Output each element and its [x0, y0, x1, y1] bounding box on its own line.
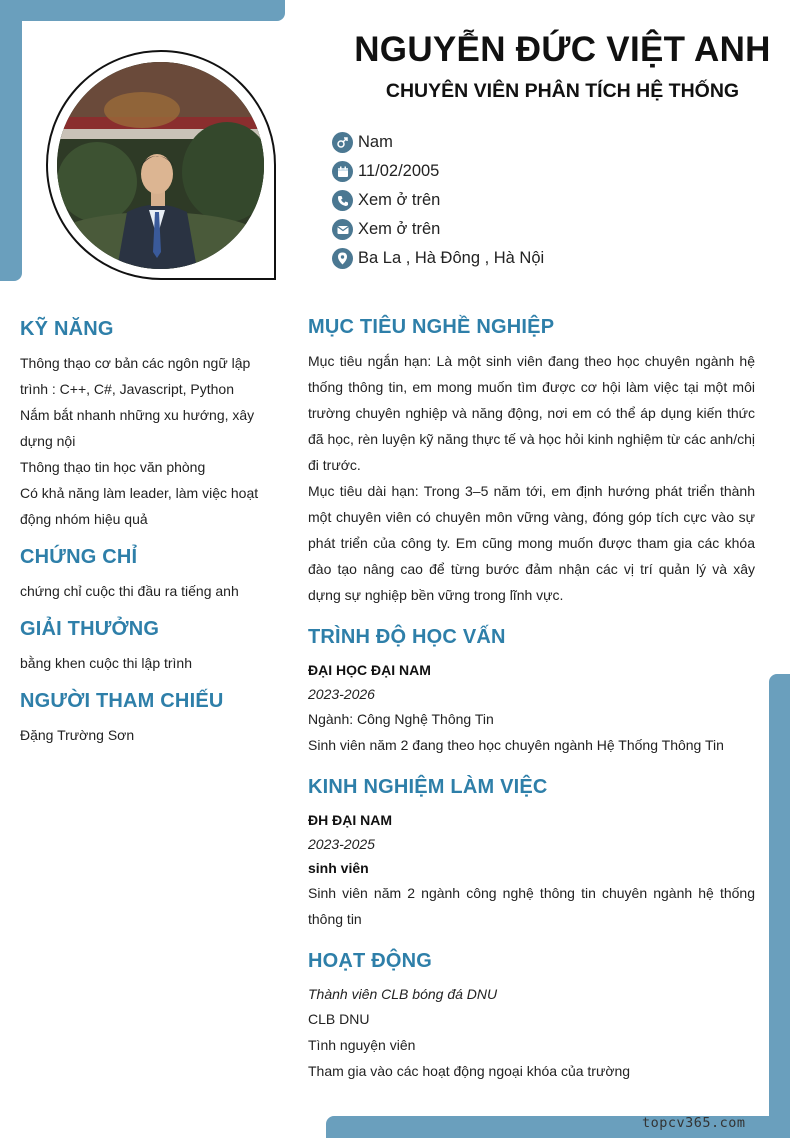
contact-address-value: Ba La , Hà Đông , Hà Nội — [358, 249, 545, 267]
activity-item: Tham gia vào các hoạt động ngoại khóa của trường — [308, 1063, 631, 1079]
watermark: topcv365.com — [642, 1115, 746, 1131]
activity-org: CLB DNU — [308, 1011, 370, 1027]
objective-short-term: Mục tiêu ngắn hạn: Là một sinh viên đang theo học chuyên ngành hệ thống thông tin, em mong muốn tìm được cơ hội làm việc tại một môi trường chuyên nghiệp và năng động, nơi em có thể áp dụng kiến thức đã học, rèn luyện kỹ năng thực tế và học hỏi kinh nghiệm từ các anh/chị đi trước. — [308, 353, 755, 473]
skill-item: Nắm bắt nhanh những xu hướng, xây dựng nội — [20, 407, 255, 449]
experience-heading: KINH NGHIỆM LÀM VIỆC — [308, 776, 548, 798]
references-section — [20, 690, 270, 748]
gender-icon — [332, 132, 353, 153]
phone-icon — [332, 190, 353, 211]
contact-gender-value: Nam — [358, 133, 393, 151]
skills-section — [20, 318, 270, 532]
experience-company: ĐH ĐẠI NAM — [308, 812, 392, 828]
location-icon — [332, 248, 353, 269]
job-title: CHUYÊN VIÊN PHÂN TÍCH HỆ THỐNG — [385, 80, 740, 102]
experience-description: Sinh viên năm 2 ngành công nghệ thông tin chuyên ngành hệ thống thông tin — [308, 885, 755, 927]
education-period: 2023-2026 — [308, 686, 375, 702]
education-heading: TRÌNH ĐỘ HỌC VẤN — [308, 626, 506, 648]
education-description: Sinh viên năm 2 đang theo học chuyên ngành Hệ Thống Thông Tin — [308, 737, 724, 753]
skill-item: Thông thạo tin học văn phòng — [20, 459, 206, 475]
awards-section — [20, 618, 270, 676]
contact-phone-value: Xem ở trên — [358, 191, 441, 209]
email-icon — [332, 219, 353, 240]
full-name: NGUYỄN ĐỨC VIỆT ANH — [354, 30, 771, 69]
education-school: ĐẠI HỌC ĐẠI NAM — [308, 662, 431, 678]
experience-section — [308, 776, 755, 932]
certificates-heading: CHỨNG CHỈ — [20, 546, 138, 568]
top-left-accent-bar — [0, 0, 285, 21]
contact-list — [332, 128, 544, 273]
contact-birthday — [332, 157, 544, 186]
activity-item: Tình nguyện viên — [308, 1037, 416, 1053]
activity-role: Thành viên CLB bóng đá DNU — [308, 986, 498, 1002]
contact-email — [332, 215, 544, 244]
contact-email-value: Xem ở trên — [358, 220, 441, 238]
objective-heading: MỤC TIÊU NGHỀ NGHIỆP — [308, 316, 555, 338]
award-item: bằng khen cuộc thi lập trình — [20, 655, 193, 671]
contact-gender — [332, 128, 544, 157]
contact-phone — [332, 186, 544, 215]
contact-birthday-value: 11/02/2005 — [358, 162, 440, 180]
activities-section — [308, 950, 755, 1084]
references-heading: NGƯỜI THAM CHIẾU — [20, 690, 224, 712]
education-section — [308, 626, 755, 758]
left-accent-bar — [0, 0, 22, 281]
objective-section — [308, 316, 755, 608]
profile-photo — [57, 62, 264, 269]
contact-address — [332, 244, 544, 273]
skill-item: Có khả năng làm leader, làm việc hoạt động nhóm hiệu quả — [20, 485, 259, 527]
experience-period: 2023-2025 — [308, 836, 375, 852]
left-column — [20, 318, 270, 762]
education-major: Ngành: Công Nghệ Thông Tin — [308, 711, 494, 727]
objective-long-term: Mục tiêu dài hạn: Trong 3–5 năm tới, em định hướng phát triển thành một chuyên viên có chuyên môn vững vàng, đóng góp tích cực vào sự phát triển của công ty. Em cũng mong muốn được tham gia các khóa đào tạo nâng cao để từng bước đảm nhận các vị trí quản lý và xây dựng sự nghiệp bền vững trong lĩnh vực. — [308, 483, 755, 603]
right-column — [308, 316, 755, 1102]
reference-item: Đặng Trường Sơn — [20, 727, 135, 743]
skills-heading: KỸ NĂNG — [20, 318, 114, 340]
calendar-icon — [332, 161, 353, 182]
awards-heading: GIẢI THƯỞNG — [20, 618, 160, 640]
experience-position: sinh viên — [308, 860, 369, 876]
activities-heading: HOẠT ĐỘNG — [308, 950, 433, 972]
certificate-item: chứng chỉ cuộc thi đầu ra tiếng anh — [20, 583, 239, 599]
certificates-section — [20, 546, 270, 604]
skill-item: Thông thạo cơ bản các ngôn ngữ lập trình : C++, C#, Javascript, Python — [20, 355, 251, 397]
right-accent-bar — [769, 674, 790, 1138]
